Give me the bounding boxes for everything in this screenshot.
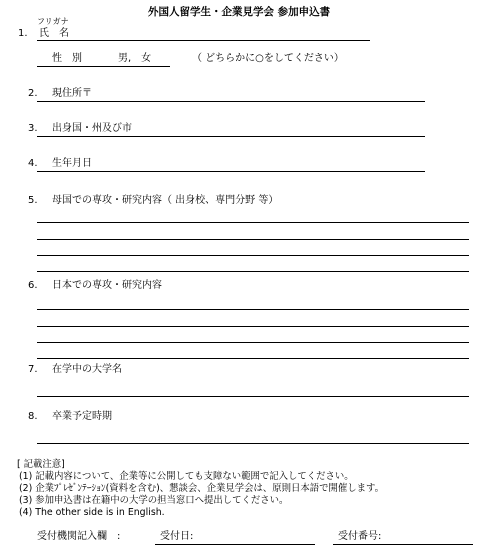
gender-hint: （ どちらかに○をしてください） [192,53,344,64]
japan-major-line-1[interactable] [37,309,469,310]
home-major-line-3[interactable] [37,255,469,256]
receipt-number-line[interactable] [333,544,473,545]
form-title: 外国人留学生・企業見学会 参加申込書 [148,6,331,18]
home-major-label: 母国での専攻・研究内容（ 出身校、専門分野 等） [52,195,279,206]
origin-label: 出身国・州及び市 [52,123,132,134]
address-label: 現住所〒 [52,88,92,99]
field-number-6: 6. [28,280,38,291]
receipt-number-label: 受付番号: [338,531,382,542]
japan-major-line-3[interactable] [37,342,469,343]
birthdate-line[interactable] [37,171,425,172]
japan-major-line-4[interactable] [37,358,469,359]
home-major-line-1[interactable] [37,222,469,223]
notes-heading: [ 記載注意] [17,459,65,470]
field-number-3: 3. [28,123,38,134]
japan-major-label: 日本での専攻・研究内容 [52,280,162,291]
japan-major-line-2[interactable] [37,326,469,327]
home-major-line-2[interactable] [37,239,469,240]
name-label: 氏 名 [39,28,69,39]
home-major-line-4[interactable] [37,271,469,272]
note-item-1: (1) 記載内容について、企業等に公開しても支障ない範囲で記入してください。 [19,471,354,482]
address-line[interactable] [37,101,425,102]
graduation-line[interactable] [37,443,469,444]
field-number-7: 7. [28,364,38,375]
gender-options[interactable]: 男, 女 [118,53,152,64]
receipt-date-line[interactable] [155,544,315,545]
note-item-3: (3) 参加申込書は在籍中の大学の担当窓口へ提出してください。 [19,495,289,506]
origin-line[interactable] [37,136,425,137]
name-line[interactable] [37,40,370,41]
field-number-4: 4. [28,158,38,169]
note-item-4: (4) The other side is in English. [19,507,165,518]
university-line[interactable] [37,396,469,397]
office-use-label: 受付機関記入欄 : [37,531,121,542]
field-number-8: 8. [28,411,38,422]
gender-label: 性 別 [52,53,82,64]
furigana-label: フリガナ [37,17,69,26]
note-item-2: (2) 企業ﾌﾟﾚｾﾞﾝﾃｰｼｮﾝ(資料を含む)、懇談会、企業見学会は、原則日本語で開催します。 [19,483,385,494]
field-number-2: 2. [28,88,38,99]
birthdate-label: 生年月日 [52,158,92,169]
graduation-label: 卒業予定時期 [52,411,112,422]
receipt-date-label: 受付日: [160,531,194,542]
field-number-1: 1. [18,28,28,39]
gender-line [37,66,170,67]
field-number-5: 5. [28,195,38,206]
university-label: 在学中の大学名 [52,364,122,375]
